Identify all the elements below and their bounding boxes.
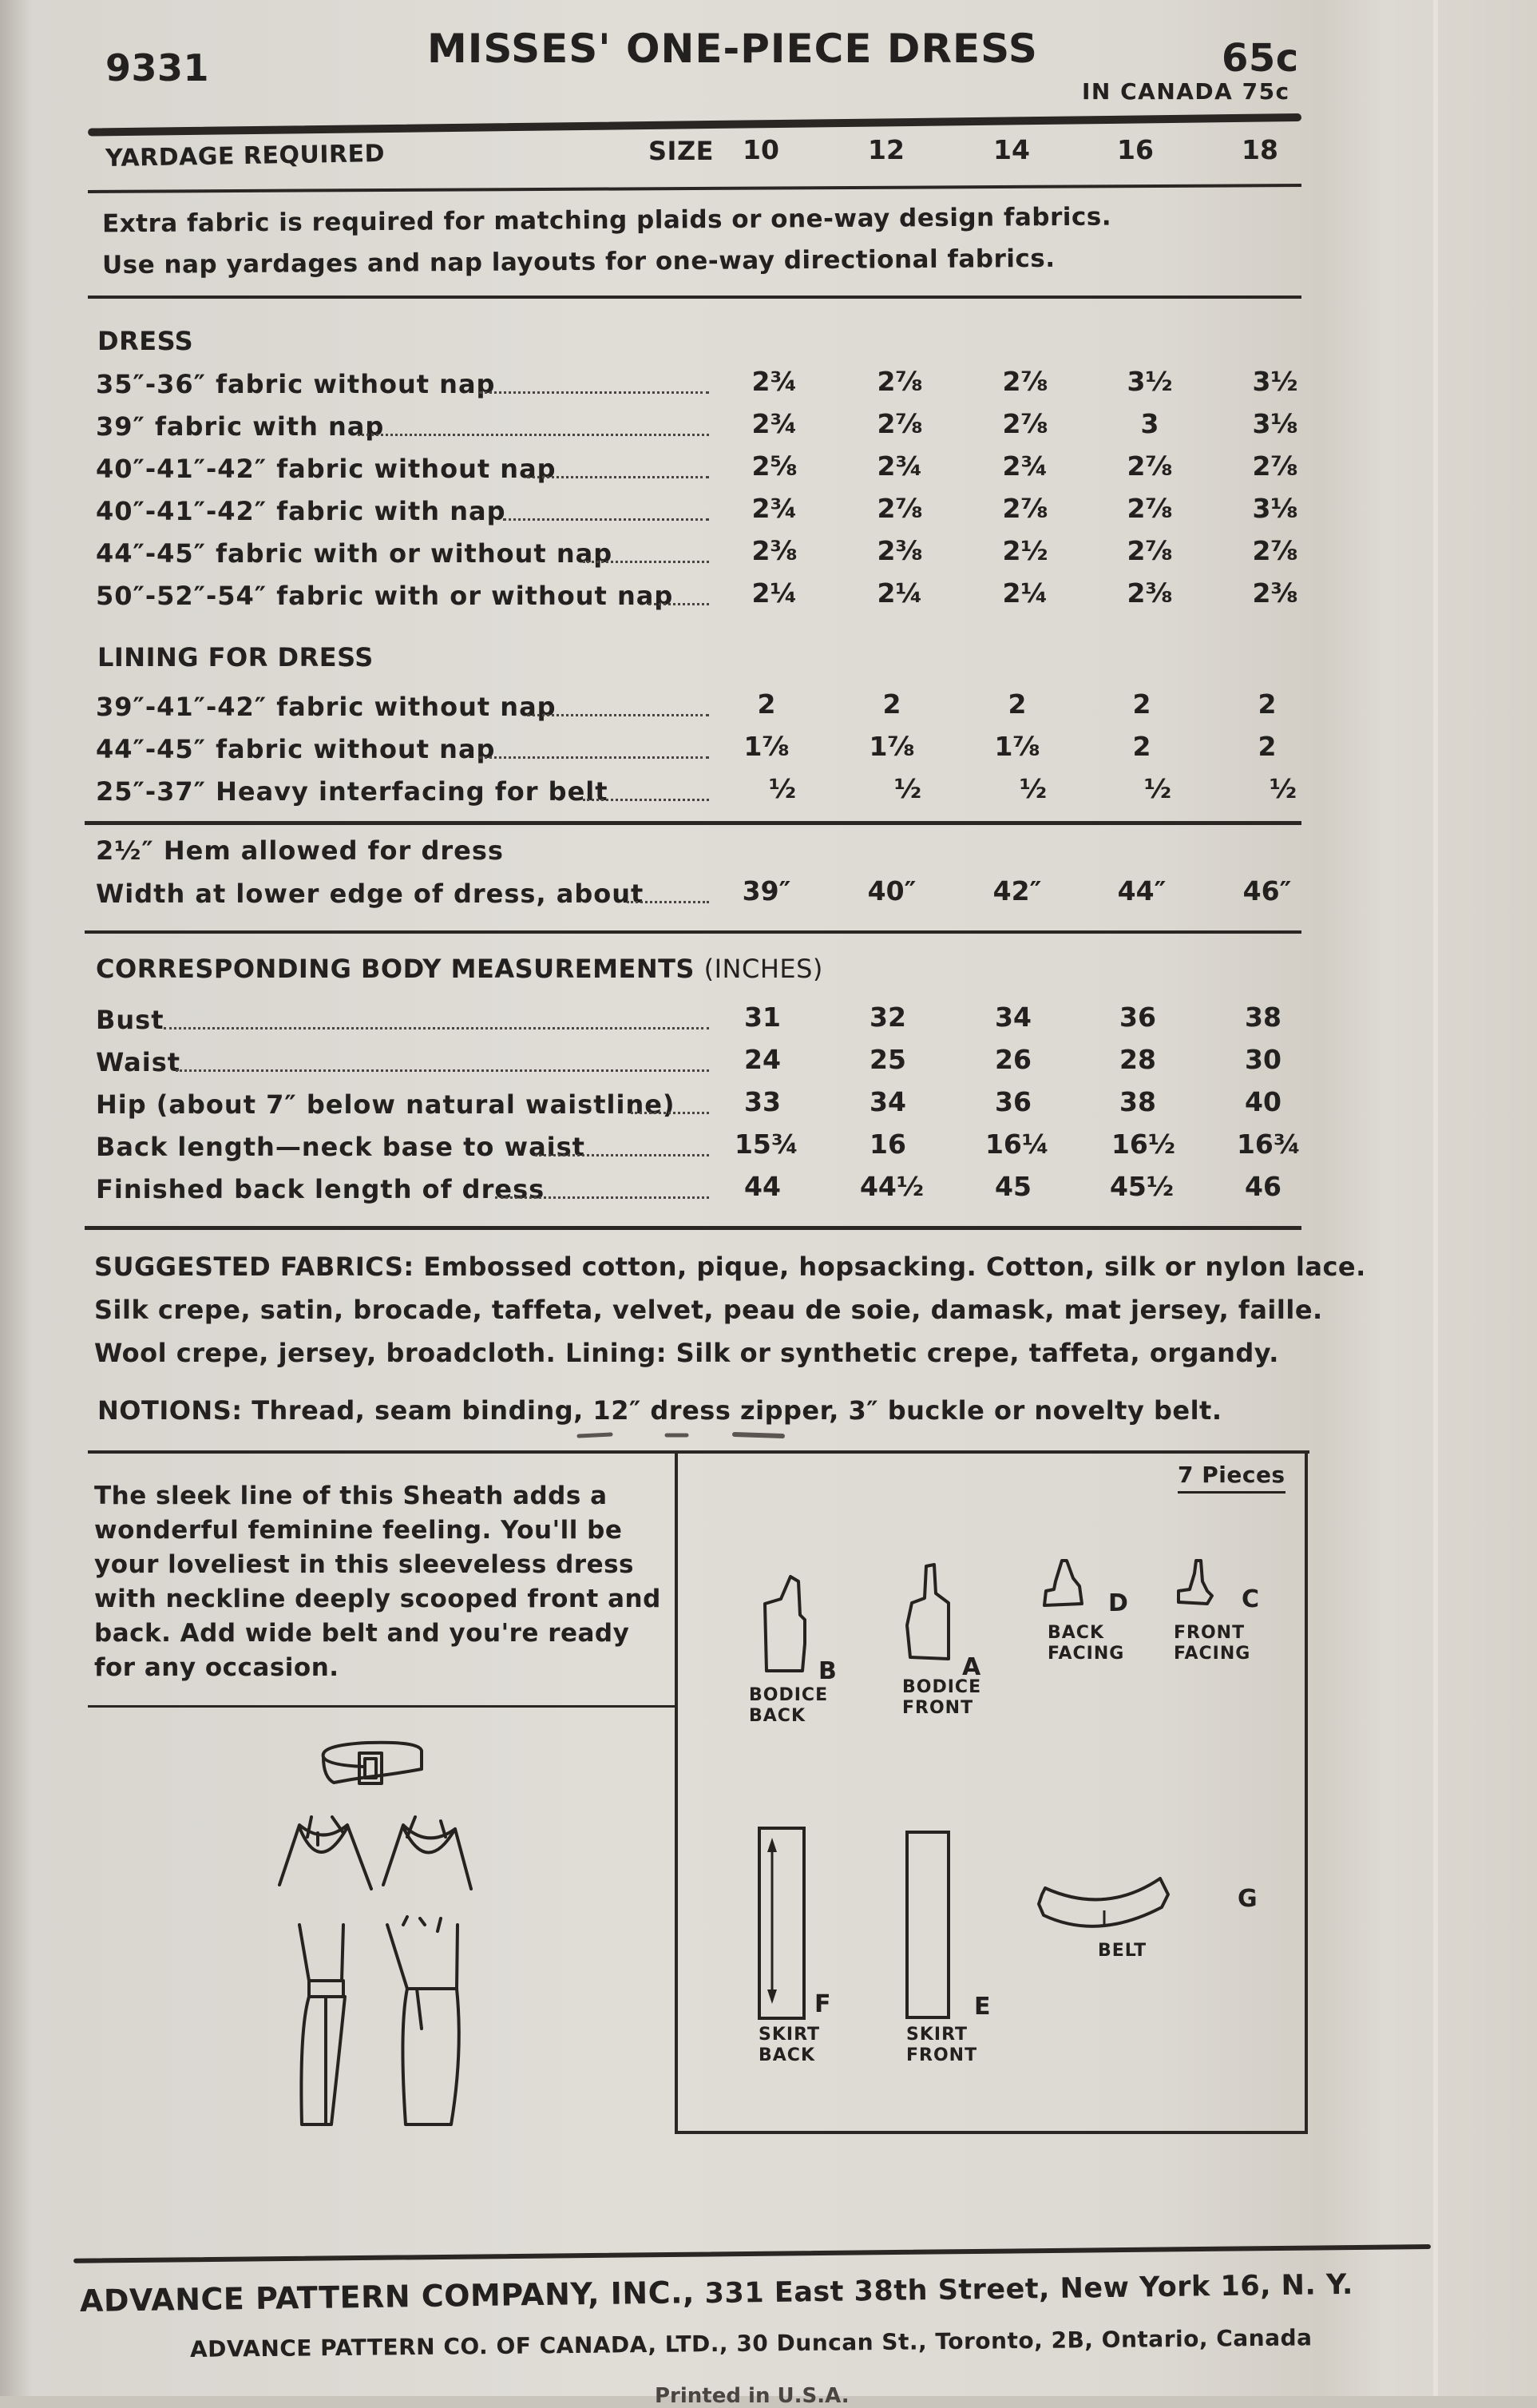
lining-value: 2 (1132, 731, 1151, 762)
measurement-value: 44½ (859, 1171, 925, 1202)
measurement-value: 33 (744, 1086, 781, 1117)
dress-value: 2¼ (751, 577, 798, 609)
width-label: Width at lower edge of dress, about (96, 879, 644, 909)
dress-value: 2⅞ (1252, 535, 1298, 566)
dress-value: 2¼ (877, 577, 923, 609)
footer-canada-line (190, 2316, 1313, 2370)
bodice-front-piece-icon (902, 1561, 966, 1665)
measurement-value: 24 (744, 1044, 781, 1075)
piece-letter-f: F (814, 1990, 831, 2018)
dress-value: 2⅞ (877, 493, 923, 524)
pencil-underline-marks (575, 1430, 830, 1446)
measurement-label: Hip (about 7″ below natural waistline) (96, 1089, 675, 1120)
dress-value: 2¾ (751, 366, 798, 397)
pieces-count: 7 Pieces (1178, 1462, 1285, 1494)
dress-value: 2⅞ (1002, 493, 1048, 524)
back-facing-piece-icon (1038, 1557, 1110, 1613)
lining-value: ½ (1269, 773, 1297, 804)
dot-leader (627, 901, 709, 903)
front-facing-label: FRONT FACING (1174, 1623, 1251, 1664)
dress-value: 2¾ (751, 408, 798, 439)
lining-row-label: 39″-41″-42″ fabric without nap (96, 692, 557, 722)
measurement-value: 28 (1119, 1044, 1156, 1075)
suggested-fabrics-text: Wool crepe, jersey, broadcloth. Lining: Silk or synthetic crepe, taffeta, organdy. (94, 1338, 1279, 1368)
measurement-label: Finished back length of dress (96, 1174, 545, 1204)
bodice-back-piece-icon (759, 1573, 822, 1677)
box-divider (675, 1450, 678, 2134)
dress-row-label: 39″ fabric with nap (96, 411, 385, 442)
header-rule (88, 113, 1301, 137)
suggested-fabrics-text: Embossed cotton, pique, hopsacking. Cotton, silk or nylon lace. (414, 1252, 1366, 1282)
dot-leader (583, 561, 709, 563)
footer-rule (73, 2244, 1431, 2263)
skirt-front-label: SKIRT FRONT (906, 2025, 978, 2065)
dress-value: 3½ (1127, 366, 1173, 397)
dress-value: 2⅜ (751, 535, 798, 566)
notions-line (97, 1390, 1222, 1432)
notions-label: NOTIONS: (97, 1395, 243, 1426)
company-name: ADVANCE PATTERN COMPANY, INC., (79, 2275, 695, 2319)
dress-value: 3 (1140, 408, 1159, 439)
body-measurements-heading (96, 954, 823, 984)
divider (88, 1450, 1309, 1454)
dot-leader (583, 799, 709, 801)
price-canada: IN CANADA 75c (1082, 78, 1290, 105)
description-line: with neckline deeply scooped front and (94, 1585, 661, 1613)
dress-value: 2⅞ (1252, 450, 1298, 482)
dot-leader (176, 1069, 709, 1072)
measurement-value: 16 (870, 1129, 906, 1160)
dress-value: 2⅜ (1127, 577, 1173, 609)
piece-letter-g: G (1238, 1885, 1258, 1913)
dot-leader (631, 1112, 709, 1114)
dress-value: 3⅛ (1252, 408, 1298, 439)
measurement-label: Waist (96, 1047, 181, 1077)
piece-letter-d: D (1108, 1589, 1128, 1617)
page-shadow (0, 0, 32, 2396)
measurement-value: 16¾ (1236, 1129, 1301, 1160)
width-value: 44″ (1117, 875, 1167, 906)
body-measurements-title: CORRESPONDING BODY MEASUREMENTS (96, 954, 695, 984)
description-line: your loveliest in this sleeveless dress (94, 1550, 635, 1579)
skirt-back-label: SKIRT BACK (759, 2025, 821, 2065)
dress-value: 2⅜ (1252, 577, 1298, 609)
skirt-back-piece-icon (755, 1825, 810, 2025)
lining-value: 2 (1258, 688, 1277, 720)
measurement-value: 36 (1119, 1002, 1156, 1033)
body-measurements-unit: (INCHES) (703, 954, 823, 984)
measurement-value: 34 (995, 1002, 1032, 1033)
dress-value: 3⅛ (1252, 493, 1298, 524)
measurement-value: 30 (1245, 1044, 1281, 1075)
description-line: wonderful feminine feeling. You'll be (94, 1516, 623, 1545)
size-18: 18 (1242, 134, 1278, 165)
measurement-value: 16½ (1111, 1129, 1176, 1160)
measurement-value: 45½ (1109, 1171, 1175, 1202)
size-12: 12 (868, 134, 905, 165)
dress-row-label: 40″-41″-42″ fabric without nap (96, 454, 557, 484)
dot-leader (527, 714, 709, 716)
dot-leader (479, 756, 709, 759)
dress-value: 2⅞ (1002, 408, 1048, 439)
dress-value: 2¾ (877, 450, 923, 482)
measurement-value: 45 (995, 1171, 1032, 1202)
dress-value: 2⅝ (751, 450, 798, 482)
dot-leader (503, 518, 709, 521)
dress-value: 2¾ (751, 493, 798, 524)
lining-row-label: 44″-45″ fabric without nap (96, 734, 496, 764)
description-line: for any occasion. (94, 1653, 339, 1682)
dot-leader (358, 434, 709, 436)
dress-value: 2⅜ (877, 535, 923, 566)
dot-leader (535, 1154, 709, 1156)
lining-value: 1⅞ (994, 731, 1040, 762)
dress-row-label: 35″-36″ fabric without nap (96, 369, 496, 399)
box-border-right (1305, 1450, 1308, 2134)
dress-row-label: 50″-52″-54″ fabric with or without nap (96, 581, 674, 611)
dress-heading: DRESS (97, 326, 194, 356)
price: 65c (1222, 36, 1299, 81)
measurement-value: 36 (995, 1086, 1032, 1117)
divider (88, 184, 1301, 193)
description-divider (88, 1705, 676, 1708)
measurement-value: 32 (870, 1002, 906, 1033)
suggested-fabrics-line (94, 1246, 1366, 1288)
pattern-number: 9331 (105, 46, 210, 89)
divider (85, 821, 1301, 825)
piece-letter-a: A (962, 1653, 981, 1681)
measurement-value: 46 (1245, 1171, 1281, 1202)
lining-value: ½ (768, 773, 797, 804)
lining-value: 2 (757, 688, 776, 720)
belt-label: BELT (1098, 1941, 1147, 1961)
piece-letter-e: E (974, 1993, 991, 2021)
description-line: The sleek line of this Sheath adds a (94, 1482, 608, 1510)
lining-row-label: 25″-37″ Heavy interfacing for belt (96, 776, 608, 807)
dot-leader (164, 1027, 709, 1029)
company-address: 331 East 38th Street, New York 16, N. Y. (694, 2268, 1354, 2311)
width-value: 40″ (867, 875, 917, 906)
lining-value: 2 (1258, 731, 1277, 762)
dress-row-label: 44″-45″ fabric with or without nap (96, 538, 613, 569)
dot-leader (479, 391, 709, 394)
yardage-note-1: Extra fabric is required for matching plaids or one-way design fabrics. (101, 202, 1112, 239)
piece-letter-b: B (818, 1657, 837, 1685)
dress-value: 2⅞ (1127, 493, 1173, 524)
dress-illustration (232, 1733, 567, 2132)
lining-value: 2 (882, 688, 901, 720)
suggested-fabrics-text: Silk crepe, satin, brocade, taffeta, velvet, peau de soie, damask, mat jersey, faille. (94, 1295, 1323, 1325)
measurement-value: 16¼ (984, 1129, 1050, 1160)
suggested-fabrics-label: SUGGESTED FABRICS: (94, 1252, 414, 1282)
dress-value: 2¾ (1002, 450, 1048, 482)
skirt-front-piece-icon (902, 1829, 958, 2021)
dot-leader (648, 603, 709, 605)
lining-heading: LINING FOR DRESS (97, 642, 374, 672)
lining-value: 2 (1008, 688, 1027, 720)
description-line: back. Add wide belt and you're ready (94, 1619, 630, 1648)
dress-value: 2⅞ (1127, 450, 1173, 482)
hem-note: 2½″ Hem allowed for dress (96, 835, 504, 866)
lining-value: 2 (1132, 688, 1151, 720)
dress-value: 2⅞ (1127, 535, 1173, 566)
piece-letter-c: C (1242, 1585, 1260, 1613)
measurement-value: 34 (870, 1086, 906, 1117)
divider (88, 296, 1301, 299)
paper-fold (1433, 0, 1438, 2396)
pattern-title: MISSES' ONE-PIECE DRESS (427, 26, 1038, 72)
width-value: 39″ (742, 875, 791, 906)
measurement-label: Bust (96, 1005, 164, 1035)
footer-company-line (80, 2263, 1354, 2324)
dress-value: 2¼ (1002, 577, 1048, 609)
canada-address: 30 Duncan St., Toronto, 2B, Ontario, Canada (727, 2324, 1313, 2357)
dress-value: 2⅞ (877, 408, 923, 439)
size-16: 16 (1117, 134, 1154, 165)
measurement-value: 38 (1245, 1002, 1281, 1033)
size-10: 10 (743, 134, 779, 165)
lining-value: ½ (1143, 773, 1172, 804)
dot-leader (495, 1196, 709, 1199)
yardage-heading: YARDAGE REQUIRED (105, 139, 386, 173)
measurement-value: 26 (995, 1044, 1032, 1075)
front-facing-piece-icon (1174, 1557, 1238, 1613)
measurement-value: 15¾ (734, 1129, 799, 1160)
belt-piece-icon (1034, 1877, 1178, 1933)
size-14: 14 (993, 134, 1030, 165)
lining-value: 1⅞ (743, 731, 790, 762)
measurement-label: Back length—neck base to waist (96, 1132, 585, 1162)
notions-text: Thread, seam binding, 12″ dress zipper, 3″ buckle or novelty belt. (242, 1395, 1222, 1426)
printed-in-usa: Printed in U.S.A. (655, 2384, 850, 2408)
canada-company-name: ADVANCE PATTERN CO. OF CANADA, LTD., (189, 2330, 729, 2362)
divider (85, 930, 1301, 934)
lining-value: 1⅞ (869, 731, 915, 762)
size-label: SIZE (648, 136, 715, 166)
dress-value: 2⅞ (877, 366, 923, 397)
yardage-note-2: Use nap yardages and nap layouts for one-way directional fabrics. (101, 244, 1056, 280)
measurement-value: 25 (870, 1044, 906, 1075)
bodice-back-label: BODICE BACK (749, 1685, 829, 1726)
measurement-value: 40 (1245, 1086, 1281, 1117)
divider (85, 1226, 1301, 1230)
width-value: 46″ (1242, 875, 1292, 906)
measurement-value: 31 (744, 1002, 781, 1033)
bodice-front-label: BODICE FRONT (902, 1677, 982, 1718)
measurement-value: 44 (744, 1171, 781, 1202)
dress-row-label: 40″-41″-42″ fabric with nap (96, 496, 506, 526)
measurement-value: 38 (1119, 1086, 1156, 1117)
dress-value: 2⅞ (1002, 366, 1048, 397)
back-facing-label: BACK FACING (1048, 1623, 1125, 1664)
dress-value: 3½ (1252, 366, 1298, 397)
box-border-bottom (675, 2131, 1308, 2134)
dress-value: 2½ (1002, 535, 1048, 566)
lining-value: ½ (893, 773, 922, 804)
dot-leader (527, 476, 709, 478)
lining-value: ½ (1019, 773, 1048, 804)
width-value: 42″ (992, 875, 1042, 906)
